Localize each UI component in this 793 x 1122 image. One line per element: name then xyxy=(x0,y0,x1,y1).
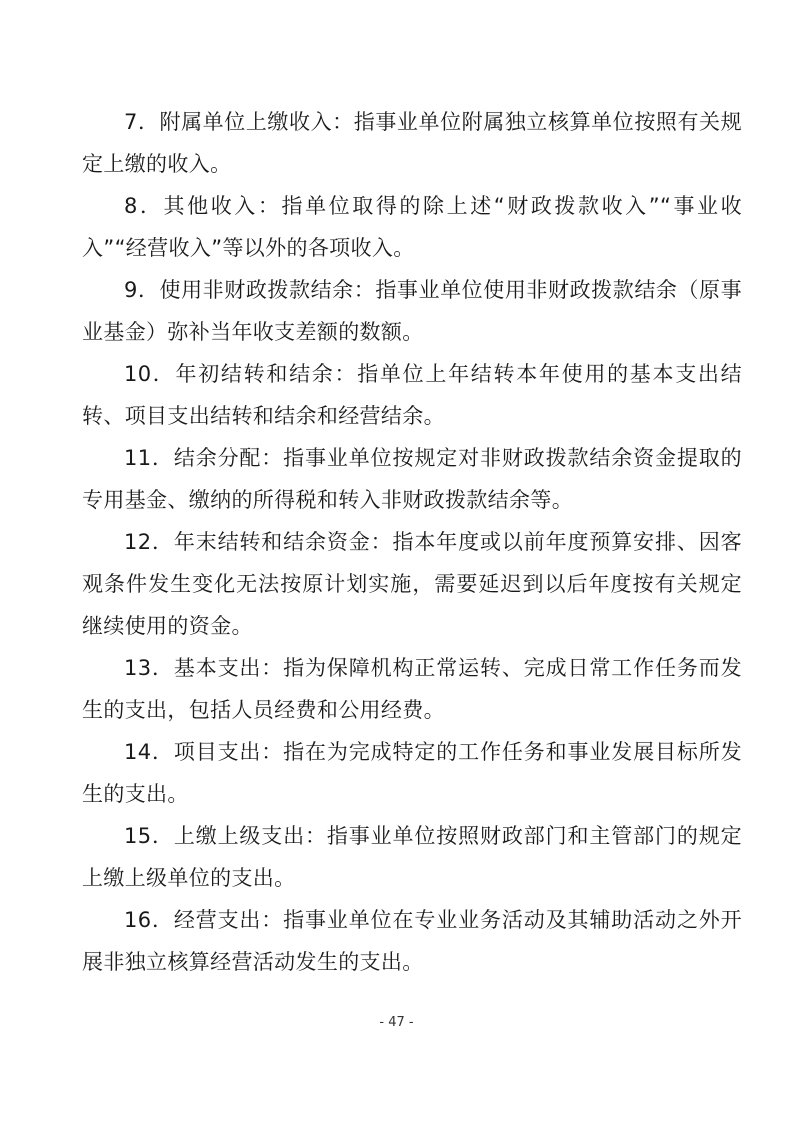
paragraph-item-12: 12．年末结转和结余资金：指本年度或以前年度预算安排、因客观条件发生变化无法按原计划实施，需要延迟到以后年度按有关规定继续使用的资金。 xyxy=(82,530,742,638)
paragraph-item-9: 9．使用非财政拨款结余：指事业单位使用非财政拨款结余（原事业基金）弥补当年收支差额的数额。 xyxy=(82,278,742,344)
paragraph-item-13: 13．基本支出：指为保障机构正常运转、完成日常工作任务而发生的支出，包括人员经费和公用经费。 xyxy=(82,656,742,722)
paragraph-item-15: 15．上缴上级支出：指事业单位按照财政部门和主管部门的规定上缴上级单位的支出。 xyxy=(82,824,742,890)
paragraph-item-16: 16．经营支出：指事业单位在专业业务活动及其辅助活动之外开展非独立核算经营活动发生的支出。 xyxy=(82,908,742,974)
paragraph-item-7: 7．附属单位上缴收入：指事业单位附属独立核算单位按照有关规定上缴的收入。 xyxy=(82,110,742,176)
document-body xyxy=(82,101,742,983)
paragraph-item-10: 10．年初结转和结余：指单位上年结转本年使用的基本支出结转、项目支出结转和结余和经营结余。 xyxy=(82,362,742,428)
paragraph-item-14: 14．项目支出：指在为完成特定的工作任务和事业发展目标所发生的支出。 xyxy=(82,740,742,806)
paragraph-item-8: 8．其他收入：指单位取得的除上述“财政拨款收入”“事业收入”“经营收入”等以外的各项收入。 xyxy=(82,194,742,260)
paragraph-item-11: 11．结余分配：指事业单位按规定对非财政拨款结余资金提取的专用基金、缴纳的所得税和转入非财政拨款结余等。 xyxy=(82,446,742,512)
page-number: - 47 - xyxy=(379,1015,414,1030)
